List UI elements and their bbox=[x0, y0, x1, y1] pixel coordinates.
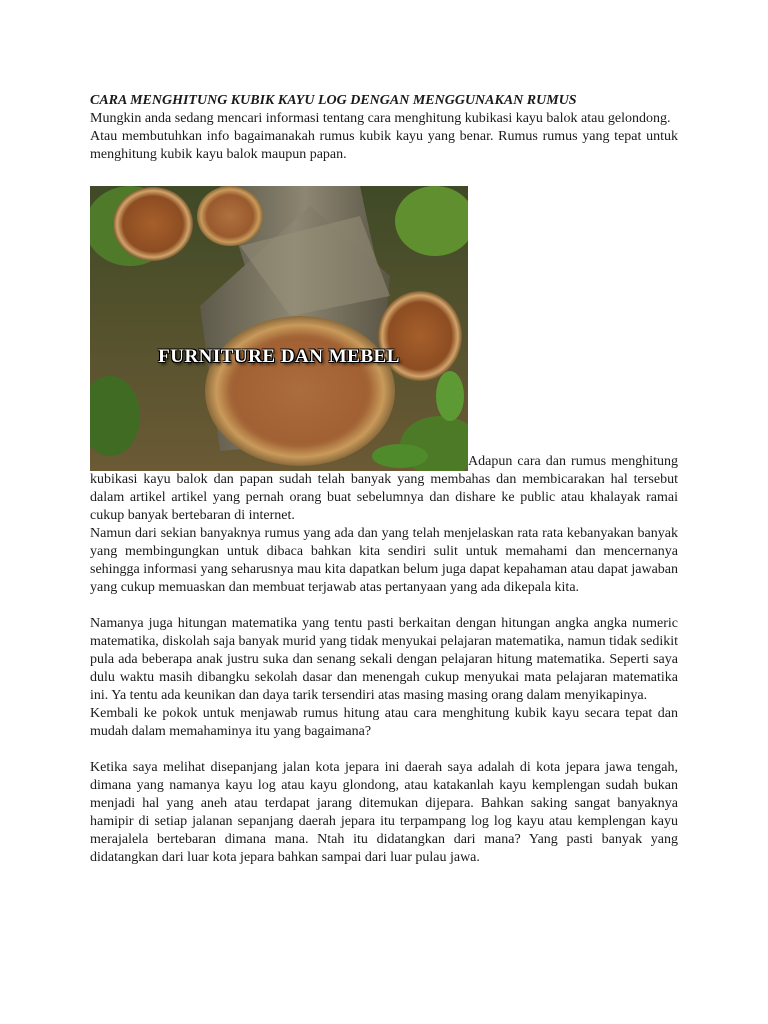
photo-watermark-caption: FURNITURE DAN MEBEL bbox=[158, 346, 400, 367]
article-title: CARA MENGHITUNG KUBIK KAYU LOG DENGAN MENGGUNAKAN RUMUS bbox=[90, 93, 577, 108]
intro-paragraph-1: Mungkin anda sedang mencari informasi tentang cara menghitung kubikasi kayu balok atau gelondong. bbox=[90, 111, 671, 126]
intro-paragraph-2: Atau membutuhkan info bagaimanakah rumus kubik kayu yang benar. Rumus rumus yang tepat untuk menghitung kubik kayu balok maupun papan. bbox=[90, 129, 678, 162]
paragraph-4: Kembali ke pokok untuk menjawab rumus hitung atau cara menghitung kubik kayu secara tepat dan mudah dalam memahaminya itu yang bagaimana? bbox=[90, 706, 678, 739]
paragraph-3: Namanya juga hitungan matematika yang tentu pasti berkaitan dengan hitungan angka angka numeric matematika, diskolah saja banyak murid yang tidak menyukai pelajaran matematika, namun tidak sedikit pula ada beberapa anak justru suka dan senang sekali dengan pelajaran hitung matematika. Seperti saya dulu waktu masih dibangku sekolah dasar dan menengah cukup menyukai mata pelajaran matematika ini. Ya tentu ada keunikan dan daya tarik tersendiri atas masing masing orang dalam menyikapinya. bbox=[90, 616, 678, 703]
document-page bbox=[90, 92, 678, 867]
figure-block bbox=[90, 186, 678, 525]
paragraph-2: Namun dari sekian banyaknya rumus yang ada dan yang telah menjelaskan rata rata kebanyakan banyak yang membingungkan untuk dibaca bahkan kita sendiri sulit untuk memahami dan mencernanya sehingga informasi yang seharusnya mau kita dapatkan belum juga dapat kepahaman atau dapat jawaban yang cukup memuaskan dan membuat terjawab atas pertanyaan yang ada dikepala kita. bbox=[90, 526, 678, 595]
paragraph-1: Adapun cara dan rumus menghitung kubikasi kayu balok dan papan sudah telah banyak yang membahas dan membicarakan hal tersebut dalam artikel artikel yang pernah orang buat sebelumnya dan dishare ke public atau khalayak ramai cukup banyak bertebaran di internet. bbox=[90, 454, 678, 523]
timber-log-photo bbox=[90, 186, 468, 471]
paragraph-5: Ketika saya melihat disepanjang jalan kota jepara ini daerah saya adalah di kota jepara jawa tengah, dimana yang namanya kayu log atau kayu glondong, atau katakanlah kayu kemplengan sudah bukan menjadi hal yang aneh atau terdapat jarang ditemukan dijepara. Bahkan saking sangat banyaknya hamipir di setiap jalanan sepanjang daerah jepara itu terpampang log log kayu atau kemplengan kayu merajalela bertebaran dimana mana. Ntah itu didatangkan dari mana? Yang pasti banyak yang didatangkan dari luar kota jepara bahkan sampai dari luar pulau jawa. bbox=[90, 760, 678, 865]
